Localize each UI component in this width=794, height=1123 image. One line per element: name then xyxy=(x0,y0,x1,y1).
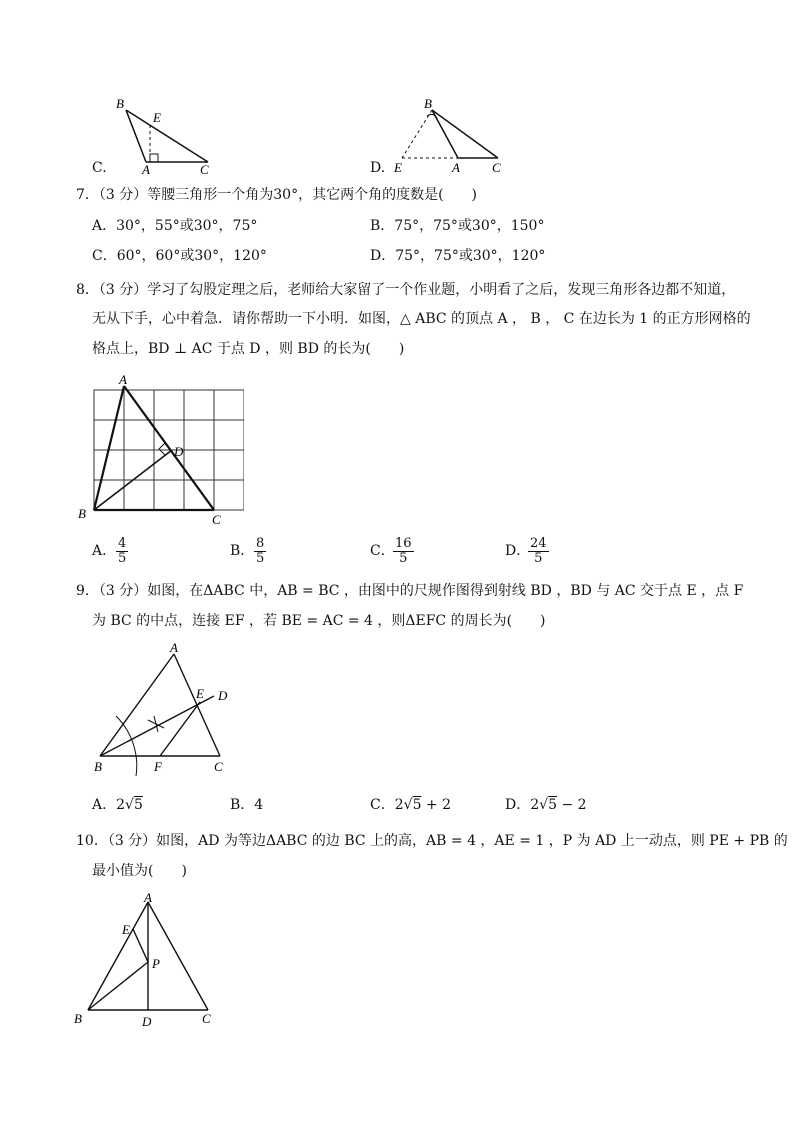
q6d-label-a: A xyxy=(452,160,460,175)
q8-option-a-fraction: $\frac{4}{5}$ xyxy=(118,536,127,566)
q6c-label-b: B xyxy=(116,96,124,111)
q8-label-c: C xyxy=(212,512,221,527)
q9-option-d: D．2√5 − 2 xyxy=(505,797,587,813)
q6c-label-a: A xyxy=(142,162,150,176)
q8-stem-line3: 格点上，BD ⊥ AC 于点 D ，则 BD 的长为( ) xyxy=(92,341,405,357)
q6d-label-e: E xyxy=(394,160,402,175)
q6-figure-d xyxy=(380,92,520,176)
q8-stem-line2: 无从下手，心中着急．请你帮助一下小明．如图，△ ABC 的顶点 A ， B ， C 在边长为 1 的正方形网格的 xyxy=(92,311,751,327)
q10-label-a: A xyxy=(144,890,152,905)
q9-option-c: C．2√5 + 2 xyxy=(370,797,452,813)
q6c-label-c: C xyxy=(200,162,209,176)
q10-label-p: P xyxy=(152,956,160,971)
q7-option-c: C．60°，60°或30°，120° xyxy=(92,248,267,264)
q8-grid-figure xyxy=(74,372,244,528)
q9-label-a: A xyxy=(170,640,178,655)
q9-label-b: B xyxy=(94,759,102,774)
q8-option-c-fraction: $\frac{16}{5}$ xyxy=(395,536,412,566)
q9-label-c: C xyxy=(214,759,223,774)
q6c-label-e: E xyxy=(153,110,161,125)
q10-label-c: C xyxy=(202,1011,211,1026)
q9-option-a: A．2√5 xyxy=(92,797,143,813)
q9-label-e: E xyxy=(196,686,204,701)
q10-label-b: B xyxy=(74,1011,82,1026)
q10-figure xyxy=(68,890,228,1032)
q9-label-f: F xyxy=(154,759,162,774)
q8-option-d-letter: D． xyxy=(505,543,531,559)
q7-option-a: A．30°，55°或30°，75° xyxy=(92,218,258,234)
q8-option-d-fraction: $\frac{24}{5}$ xyxy=(530,536,547,566)
q7-option-b: B．75°，75°或30°，150° xyxy=(370,218,545,234)
q8-option-c-letter: C． xyxy=(370,543,395,559)
q9-stem-line1: 9．（3 分）如图，在ΔABC 中，AB = BC ，由图中的尺规作图得到射线 BD ，BD 与 AC 交于点 E ，点 F xyxy=(76,583,744,599)
q9-figure xyxy=(84,640,244,776)
q6d-label-b: B xyxy=(424,96,432,111)
q6-option-c-letter: C. xyxy=(92,160,107,176)
q10-stem-line1: 10．（3 分）如图，AD 为等边ΔABC 的边 BC 上的高，AB = 4 ，AE = 1 ，P 为 AD 上一动点，则 PE + PB 的 xyxy=(76,833,788,849)
q10-stem-line2: 最小值为( ) xyxy=(92,863,187,879)
q8-label-d: D xyxy=(174,444,184,459)
q8-option-b-fraction: $\frac{8}{5}$ xyxy=(256,536,265,566)
q7-option-d: D．75°，75°或30°，120° xyxy=(370,248,546,264)
q9-option-b: B．4 xyxy=(230,797,264,813)
q8-stem-line1: 8．（3 分）学习了勾股定理之后，老师给大家留了一个作业题，小明看了之后，发现三角形各边都不知道， xyxy=(76,282,736,298)
q9-label-d: D xyxy=(218,688,228,703)
q9-stem-line2: 为 BC 的中点，连接 EF ，若 BE = AC = 4 ，则ΔEFC 的周长为( ) xyxy=(92,613,546,629)
q10-label-d: D xyxy=(142,1014,152,1029)
q6d-label-c: C xyxy=(492,160,501,175)
q10-label-e: E xyxy=(122,922,130,937)
q6-option-d-letter: D. xyxy=(370,160,386,176)
q8-label-a: A xyxy=(119,372,127,387)
q7-stem: 7．（3 分）等腰三角形一个角为30°，其它两个角的度数是( ) xyxy=(76,187,478,203)
q8-label-b: B xyxy=(78,506,86,521)
q8-option-b-letter: B． xyxy=(230,543,255,559)
q8-option-a-letter: A． xyxy=(92,543,117,559)
